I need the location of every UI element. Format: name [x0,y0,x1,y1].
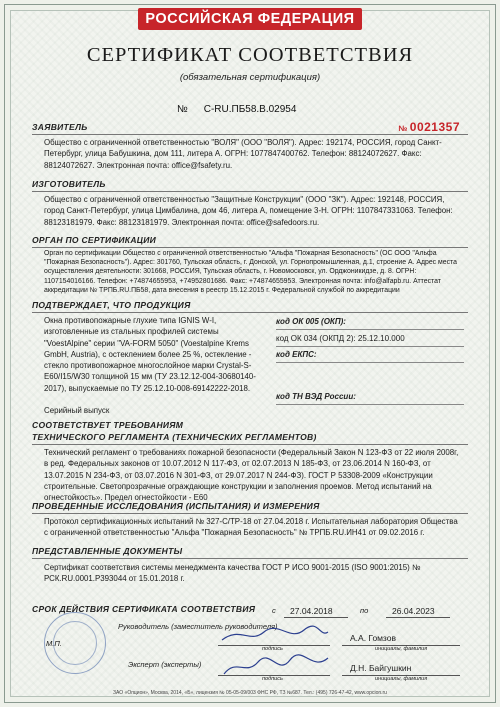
regulation-subheading: ТЕХНИЧЕСКОГО РЕГЛАМЕНТА (ТЕХНИЧЕСКИХ РЕГЛАМЕНТОВ) [32,432,317,442]
divider [32,191,468,192]
serial-number-value: 0021357 [409,120,460,134]
applicant-text: Общество с ограниченной ответственностью "ВОЛЯ" (ООО "ВОЛЯ"). Адрес: 192174, РОССИЯ, город Санкт-Петербург, улица Бабушкина, дом 111, литера А. ОГРН: 1077847400762. Телефон: 88124072627. Факс: 88124072627. Электронная почта: office@fsafety.ru. [44,138,442,170]
certificate-subtitle: (обязательная сертификация) [179,72,321,83]
initials-caption: инициалы, фамилия [375,676,428,682]
head-signature-icon [220,622,330,646]
validity-label: СРОК ДЕЙСТВИЯ СЕРТИФИКАТА СООТВЕТСТВИЯ [32,604,256,614]
date-underline [284,617,348,618]
signature-caption: подпись [262,676,283,682]
tests-text: Протокол сертификационных испытаний № 327-С/ТР-18 от 27.04.2018 г. Испытательная лаборатория Общества с ограниченной ответственностью "Альфа "Пожарная Безопасность" № ТРПБ.RU.ИН41 от 09.02.2016 г. [44,517,458,538]
documents-text: Сертификат соответствия системы менеджмента качества ГОСТ Р ИСО 9001-2015 (ISO 9001:2015) № РСК.RU.0001.Р393044 от 15.01.2018 г. [44,563,421,584]
serial-symbol: № [398,124,408,133]
valid-to-date: 26.04.2023 [392,606,435,616]
head-signature-label: Руководитель (заместитель руководителя) [118,622,278,631]
expert-name: Д.Н. Байгушкин [350,663,412,673]
cert-body-text: Орган по сертификации Общество с ограниченной ответственностью "Альфа "Пожарная Безопасность" (ОС ООО "Альфа "Пожарная Безопасность"). Адрес: 301760, Тульская область, г. Донской, ул. Горнопромышленная, д.1, строение А. Адрес места осуществления деятельности: 301668, РОССИЯ, Тульская область, г. Новомосковск, ул. Орджоникидзе, д. 8. ОГРН: 1107154016166. Телефон: +74874655953, +74952801686. Факс: +74874655953. Электронная почта: info@alfapb.ru. Аттестат аккредитации № ТРПБ.RU.ПБ58, дата внесения в реестр 15.12.2015 г. Федеральной службой по аккредитации [44,250,457,294]
head-name: А.А. Гомзов [350,633,396,643]
stamp-mp-label: М.П. [46,639,62,648]
okpd-code: код ОК 034 (ОКПД 2): 25.12.10.000 [276,334,405,343]
regulation-text: Технический регламент о требованиях пожарной безопасности (Федеральный Закон N 123-ФЗ от 22 июля 2008г, в ред. Федеральных законов от 10.07.2012 N 117-ФЗ, от 02.07.2013 N 185-ФЗ, от 23.06.2014 N 160-ФЗ, от 13.07.2015 N 234-ФЗ, от 03.07.2016 N 301-ФЗ, от 29.07.2017 N 244-ФЗ). ГОСТ Р 53308-2009 «Конструкции строительные. Светопрозрачные ограждающие конструкции и заполнения проемов. Метод испытаний на огнестойкость». Предел огнестойкости - Е60 [44,448,459,503]
valid-from-prefix: с [272,606,276,615]
product-text: Окна противопожарные глухие типа IGNIS W-I, изготовленные из стальных профилей системы "VoestAlpine" серии "VA-FORM 5050" (Voestalpine Krems GmbH, Austria), с остеклением более 25 %, остекление - стекло противопожарное многослойное марки Crystal-S-E60/I15/W30 толщиной 15 мм (ТУ 23.12.12-004-30680140-2017), выпускаемые по ТУ 25.12.10-008-69142222-2018. [44,316,256,393]
expert-signature-label: Эксперт (эксперты) [128,660,202,669]
date-underline [386,617,450,618]
manufacturer-text: Общество с ограниченной ответственностью "Защитные Конструкции" (ООО "ЗК"). Адрес: 192148, РОССИЯ, город Санкт-Петербург, улица Цимбалина, дом 46, литера А, помещение 3-Н. ОГРН: 1107847331063. Телефон: 88123181979. Факс: 88123181979. Электронная почта: office@safedoors.ru. [44,195,453,227]
initials-caption: инициалы, фамилия [375,646,428,652]
documents-heading: ПРЕДСТАВЛЕННЫЕ ДОКУМЕНТЫ [32,546,183,556]
code-underline [276,362,464,363]
divider [32,513,468,514]
manufacturer-heading: ИЗГОТОВИТЕЛЬ [32,179,106,189]
printer-footer: ЗАО «Опцион», Москва, 2014, «Б», лицензия № 05-05-09/003 ФНС РФ, ТЗ №687. Тел.: (495) 726-47-42, www.opcion.ru [113,690,387,696]
ekps-code-label: код ЕКПС: [276,350,317,359]
serial-production-note: Серийный выпуск [44,406,110,415]
divider [32,444,468,445]
divider [32,134,468,135]
signature-caption: подпись [262,646,283,652]
code-underline [276,329,464,330]
regulation-heading: СООТВЕТСТВУЕТ ТРЕБОВАНИЯМ [32,420,184,430]
okp-code-label: код ОК 005 (ОКП): [276,317,346,326]
divider [32,558,468,559]
tnved-code-label: код ТН ВЭД России: [276,392,356,401]
code-underline [276,346,464,347]
valid-from-date: 27.04.2018 [290,606,333,616]
country-banner: РОССИЙСКАЯ ФЕДЕРАЦИЯ [138,8,362,30]
serial-number [398,120,460,134]
cert-body-heading: ОРГАН ПО СЕРТИФИКАЦИИ [32,235,157,245]
code-underline [276,404,464,405]
certificate-number-value: C-RU.ПБ58.В.02954 [203,104,297,115]
applicant-heading: ЗАЯВИТЕЛЬ [32,122,88,132]
number-symbol: № [177,104,188,115]
divider [32,312,468,313]
certificate-number [177,104,296,115]
valid-to-prefix: по [360,606,369,615]
tests-heading: ПРОВЕДЕННЫЕ ИССЛЕДОВАНИЯ (ИСПЫТАНИЯ) И ИЗМЕРЕНИЯ [32,501,320,511]
divider [32,247,468,248]
product-heading: ПОДТВЕРЖДАЕТ, ЧТО ПРОДУКЦИЯ [32,300,191,310]
certificate-title: СЕРТИФИКАТ СООТВЕТСТВИЯ [86,44,414,66]
